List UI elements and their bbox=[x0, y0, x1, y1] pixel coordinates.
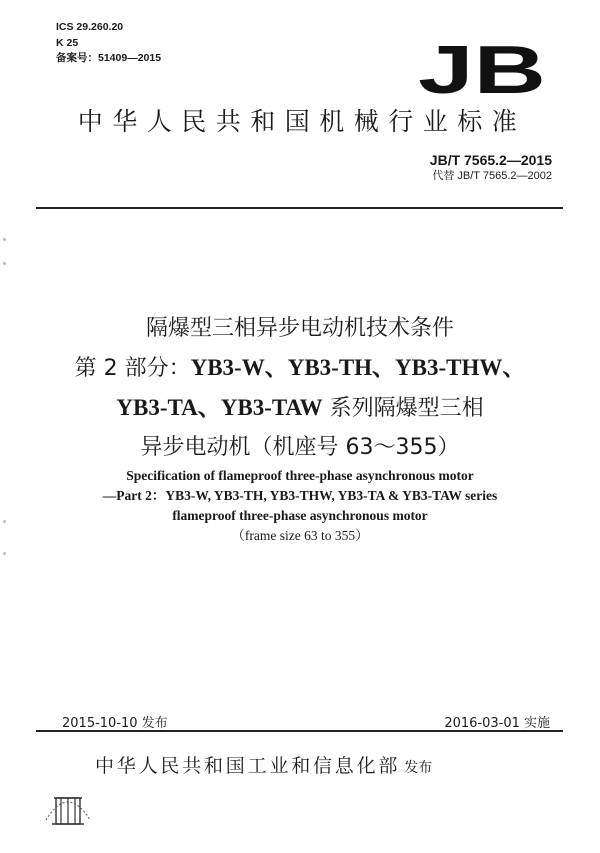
title-en-line-4: （frame size 63 to 355） bbox=[231, 528, 369, 543]
implement-date: 2016-03-01 实施 bbox=[444, 716, 550, 731]
scan-mark bbox=[3, 238, 6, 241]
title-zh-line-3 bbox=[48, 388, 552, 428]
standard-number: JB/T 7565.2—2015 bbox=[429, 152, 552, 168]
filing-number: 备案号：51409—2015 bbox=[56, 52, 162, 64]
jb-logo bbox=[416, 40, 548, 96]
title-chinese bbox=[48, 309, 552, 467]
replaces-standard: 代替 JB/T 7565.2—2002 bbox=[432, 170, 552, 182]
issuer-name: 中华人民共和国工业和信息化部 bbox=[95, 755, 401, 777]
scan-mark bbox=[3, 552, 6, 555]
publish-date: 2015-10-10 发布 bbox=[62, 716, 168, 731]
title-zh-line-4: 异步电动机（机座号 63～355） bbox=[140, 435, 460, 460]
title-english bbox=[40, 466, 560, 546]
title-en-line-1: Specification of flameproof three-phase asynchronous motor bbox=[126, 468, 474, 483]
issuer-action: 发布 bbox=[404, 760, 433, 776]
title-zh-series: 系列隔爆型三相 bbox=[322, 396, 484, 421]
scan-mark bbox=[3, 262, 6, 265]
standard-number-block bbox=[430, 151, 552, 184]
scan-mark bbox=[3, 520, 6, 523]
ccs-code: K 25 bbox=[56, 36, 79, 49]
bottom-divider bbox=[36, 730, 563, 732]
title-zh-models-1: YB3-W、YB3-TH、YB3-THW、 bbox=[190, 355, 526, 380]
title-zh-models-2: YB3-TA、YB3-TAW bbox=[116, 395, 323, 420]
classification-codes bbox=[56, 20, 161, 67]
jb-logo-text: JB bbox=[418, 40, 546, 96]
title-zh-line-1: 隔爆型三相异步电动机技术条件 bbox=[145, 316, 454, 341]
ministry-seal-icon bbox=[40, 780, 96, 830]
title-en-line-3: flameproof three-phase asynchronous motor bbox=[172, 508, 428, 523]
title-zh-part: 第 2 部分： bbox=[74, 356, 191, 381]
title-zh-line-2 bbox=[48, 348, 552, 388]
standard-type-heading: 中华人民共和国机械行业标准 bbox=[77, 107, 527, 136]
title-en-models: YB3-W, YB3-TH, YB3-THW, YB3-TA & YB3-TAW series bbox=[165, 488, 498, 503]
title-en-part: —Part 2： bbox=[102, 488, 166, 503]
issuer-line bbox=[95, 751, 432, 778]
top-divider bbox=[36, 207, 563, 209]
title-en-line-2 bbox=[40, 486, 560, 506]
ics-code: ICS 29.260.20 bbox=[56, 21, 124, 33]
